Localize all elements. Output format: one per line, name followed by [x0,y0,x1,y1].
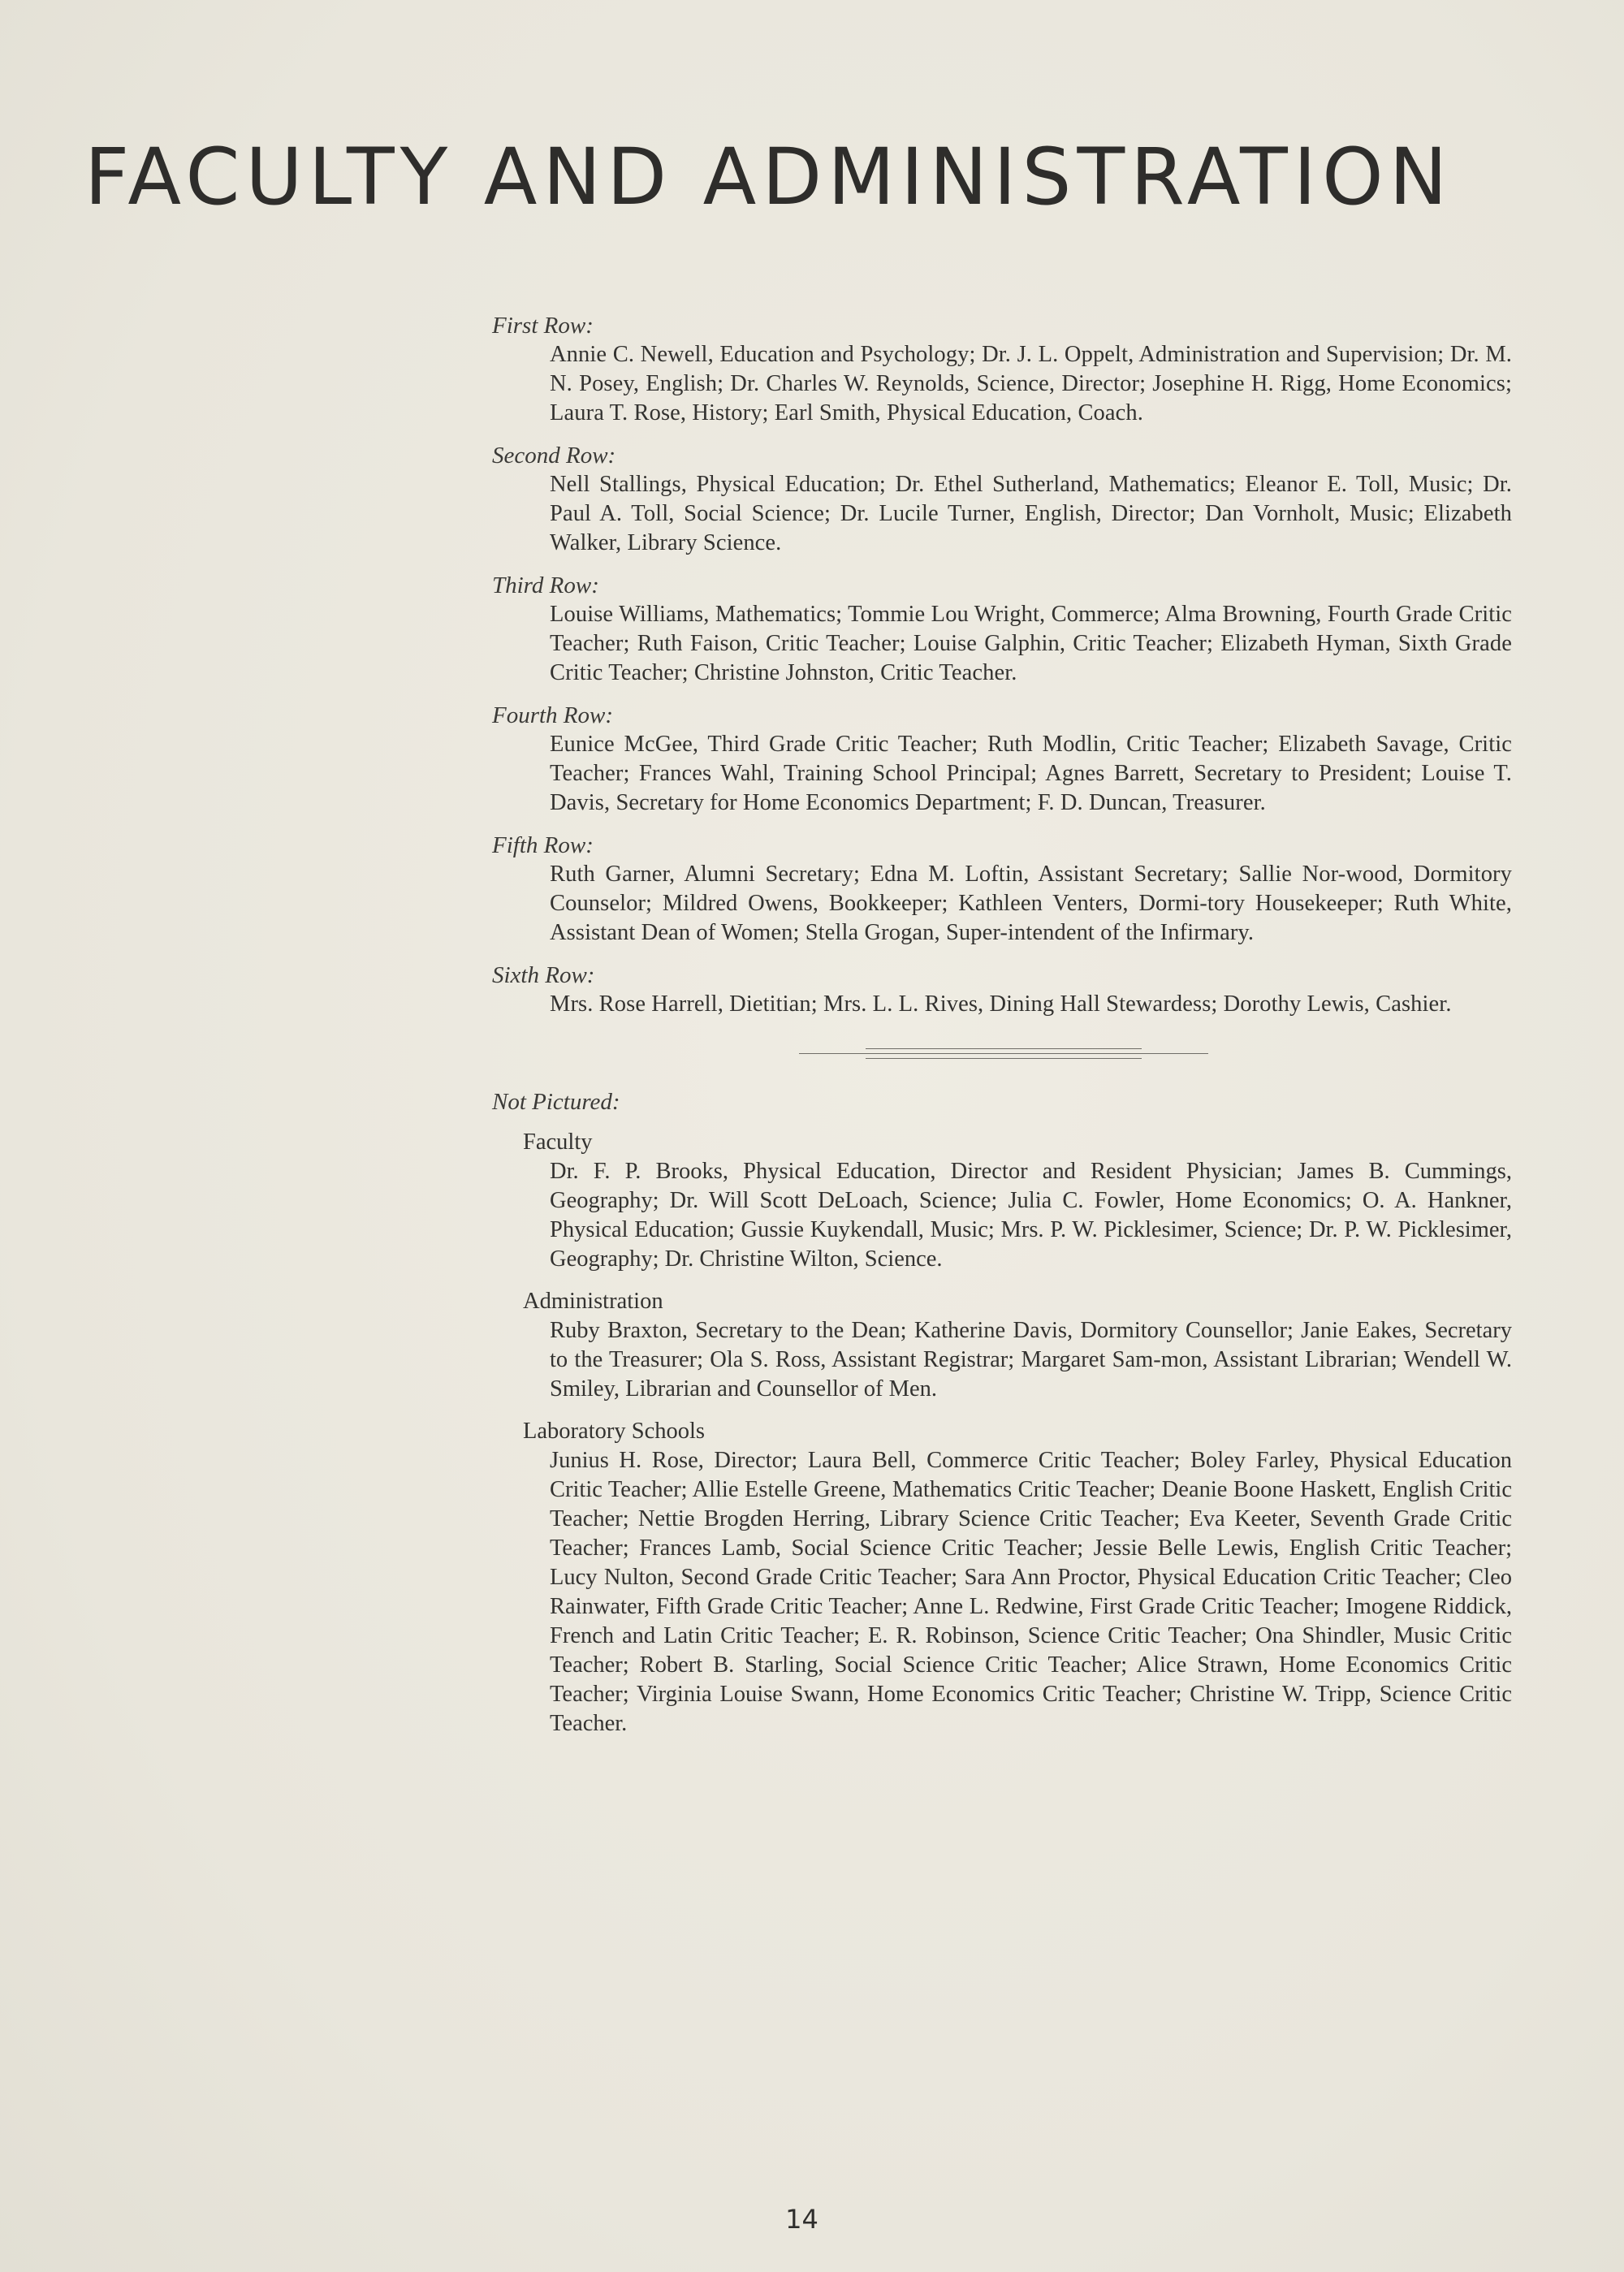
group-names: Junius H. Rose, Director; Laura Bell, Commerce Critic Teacher; Boley Farley, Physical Education Critic Teacher; Allie Estelle Greene, Mathematics Critic Teacher; Deanie Boone Haskett, English Critic Teacher; Nettie Brogden Herring, Library Science Critic Teacher; Eva Keeter, Seventh Grade Critic Teacher; Frances Lamb, Social Science Critic Teacher; Jessie Belle Lewis, English Critic Teacher; Lucy Nulton, Second Grade Critic Teacher; Sara Ann Proctor, Physical Education Critic Teacher; Cleo Rainwater, Fifth Grade Critic Teacher; Anne L. Redwine, First Grade Critic Teacher; Imogene Riddick, French and Latin Critic Teacher; E. R. Robinson, Science Critic Teacher; Ona Shindler, Music Critic Teacher; Robert B. Starling, Social Science Critic Teacher; Alice Strawn, Home Economics Critic Teacher; Virginia Louise Swann, Home Economics Critic Teacher; Christine W. Tripp, Science Critic Teacher. [550,1448,1512,1736]
row-names: Annie C. Newell, Education and Psychology; Dr. J. L. Oppelt, Administration and Supervision; Dr. M. N. Posey, English; Dr. Charles W. Reynolds, Science, Director; Josephine H. Rigg, Home Economics; Laura T. Rose, History; Earl Smith, Physical Education, Coach. [550,342,1512,425]
group-label: Administration [523,1289,663,1314]
row-caption-fourth [492,701,1512,818]
row-caption-fifth [492,831,1512,948]
not-pictured-administration [523,1287,1512,1404]
divider-line [866,1048,1142,1049]
divider-line [866,1058,1142,1059]
caption-content [492,311,1512,1752]
row-caption-first [492,311,1512,428]
page-number: 14 [785,2204,818,2235]
not-pictured-faculty [523,1128,1512,1274]
section-divider [799,1047,1208,1060]
row-names: Eunice McGee, Third Grade Critic Teacher; Ruth Modlin, Critic Teacher; Elizabeth Savage, Critic Teacher; Frances Wahl, Training School Principal; Agnes Barrett, Secretary to President; Louise T. Davis, Secretary for Home Economics Department; F. D. Duncan, Treasurer. [550,732,1512,815]
page-title: FACULTY AND ADMINISTRATION [84,132,1453,222]
group-label: Laboratory Schools [523,1419,705,1444]
group-names: Dr. F. P. Brooks, Physical Education, Director and Resident Physician; James B. Cummings, Geography; Dr. Will Scott DeLoach, Science; Julia C. Fowler, Home Economics; O. A. Hankner, Physical Education; Gussie Kuykendall, Music; Mrs. P. W. Picklesimer, Science; Dr. P. W. Picklesimer, Geography; Dr. Christine Wilton, Science. [550,1159,1512,1272]
group-names: Ruby Braxton, Secretary to the Dean; Katherine Davis, Dormitory Counsellor; Janie Eakes, Secretary to the Treasurer; Ola S. Ross, Assistant Registrar; Margaret Sam-mon, Assistant Librarian; Wendell W. Smiley, Librarian and Counsellor of Men. [550,1318,1512,1402]
divider-line [799,1053,1208,1054]
row-names: Nell Stallings, Physical Education; Dr. Ethel Sutherland, Mathematics; Eleanor E. Toll, Music; Dr. Paul A. Toll, Social Science; Dr. Lucile Turner, English, Director; Dan Vornholt, Music; Elizabeth Walker, Library Science. [550,472,1512,555]
row-label: Second Row: [492,443,616,469]
group-label: Faculty [523,1130,593,1155]
row-caption-third [492,571,1512,688]
row-label: Fifth Row: [492,832,594,858]
not-pictured-heading: Not Pictured: [492,1089,620,1115]
row-label: Third Row: [492,572,599,598]
row-names: Ruth Garner, Alumni Secretary; Edna M. Loftin, Assistant Secretary; Sallie Nor-wood, Dormitory Counselor; Mildred Owens, Bookkeeper; Kathleen Venters, Dormi-tory Housekeeper; Ruth White, Assistant Dean of Women; Stella Grogan, Super-intendent of the Infirmary. [550,862,1512,945]
row-label: Fourth Row: [492,702,614,728]
row-names: Mrs. Rose Harrell, Dietitian; Mrs. L. L. Rives, Dining Hall Stewardess; Dorothy Lewis, Cashier. [550,991,1452,1017]
row-caption-sixth [492,961,1512,1019]
row-label: First Row: [492,313,594,339]
row-names: Louise Williams, Mathematics; Tommie Lou Wright, Commerce; Alma Browning, Fourth Grade Critic Teacher; Ruth Faison, Critic Teacher; Louise Galphin, Critic Teacher; Elizabeth Hyman, Sixth Grade Critic Teacher; Christine Johnston, Critic Teacher. [550,602,1512,685]
row-label: Sixth Row: [492,962,595,988]
row-caption-second [492,441,1512,558]
not-pictured-laboratory-schools [523,1417,1512,1739]
